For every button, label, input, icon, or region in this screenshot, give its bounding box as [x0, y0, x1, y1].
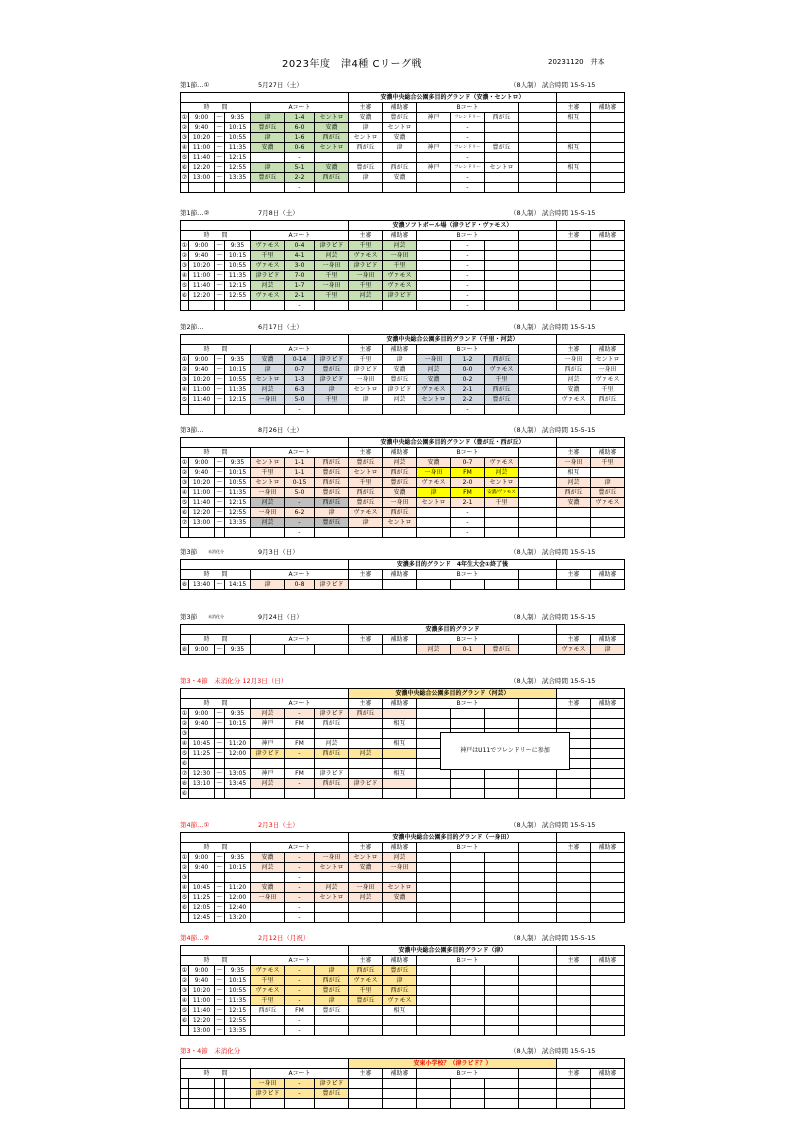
section-header [180, 1046, 614, 1057]
match-row: ⑤ 11:40 ～ 12:15 河芸 1-7 一身田 千里 ヴァモス - [181, 281, 625, 291]
schedule-table: 安濃中央総合公園多目的グランド（津） 時 間 Aコート 主審 補助審 Bコート 主審 補助審 ① 9:00 ～ 9:35 ヴァモス - 津 西が丘 豊が丘 ② 9:40 ～ 10:15 千里 - 西が丘 ヴァモス 津 ③ 10:20 ～ 10:55 ヴァモス - 豊が丘 千里 西が丘 ④ 11:00 ～ 11:35 千里 - 津 豊が丘 ヴァモス ⑤ 11:40 ～ 12:15 西が丘 FM 豊が丘 相互 ⑥ 12:20 ～ 12:55 - 13:00 ～ 13:35 - [180, 945, 625, 1036]
match-row: ⑥ [181, 759, 625, 769]
match-time: 試合時間 15-5-15 [542, 821, 596, 829]
match-row: ② 9:40 ～ 10:15 河芸 - セントロ 安濃 一身田 [181, 863, 625, 873]
player-count: （8人制） [510, 209, 541, 217]
document-date: 20231120 井本 [548, 58, 605, 66]
match-row: 一身田 - 津ラピド [181, 1079, 625, 1089]
col-b-court: Bコート [417, 103, 519, 113]
match-row: ① 9:00 ～ 9:35 河芸 - 津ラピド 西が丘 [181, 709, 625, 719]
match-row: ⑥ 12:20 ～ 12:55 津 5-1 安濃 豊が丘 西が丘 神戸 フレンドリー セントロ 相互 [181, 163, 625, 173]
col-b-court: Bコート [417, 1069, 519, 1079]
venue-name: 安濃多目的グランド [349, 625, 557, 635]
col-time: 時 間 [181, 956, 251, 966]
match-row: - - [181, 301, 625, 311]
match-row: - - [181, 183, 625, 193]
schedule-table: 安濃ソフトボール場（津ラピド・ヴァモス） 時 間 Aコート 主審 補助審 Bコート 主審 補助審 ① 9:00 ～ 9:35 ヴァモス 0-4 津ラピド 千里 河芸 - ② 9:40 ～ 10:15 千里 4-1 河芸 ヴァモス 一身田 - ③ 10:20 ～ 10:55 ヴァモス 3-0 一身田 津ラピド 千里 - ④ 11:00 ～ 11:35 津ラピド 7-0 千里 一身田 ヴァモス - ⑤ 11:40 ～ 12:15 河芸 1-7 一身田 千里 ヴァモス - ⑥ 12:20 ～ 12:55 ヴァモス 2-1 千里 河芸 津ラピド - - - [180, 220, 625, 311]
match-row: ④ 11:00 ～ 11:35 安濃 0-6 セントロ 西が丘 津 神戸 フレンドリー 豊が丘 相互 [181, 143, 625, 153]
section-header [180, 322, 614, 333]
section-sublabel: 未消化分 [208, 614, 224, 619]
match-row: ④ 10:45 ～ 11:20 神戸 FM 河芸 相互 [181, 739, 625, 749]
venue-name: 安濃中央総合公園多目的グランド（豊が丘・西が丘） [349, 438, 557, 448]
match-row: ② 9:40 ～ 10:15 豊が丘 6-0 安濃 津 セントロ - [181, 123, 625, 133]
schedule-table: 安濃中央総合公園多目的グランド（千里・河芸） 時 間 Aコート 主審 補助審 Bコート 主審 補助審 ① 9:00 ～ 9:35 安濃 0-14 津ラピド 千里 津 一身田 1-2 西が丘 一身田 セントロ ② 9:40 ～ 10:15 津 0-7 豊が丘 津ラピド 安濃 河芸 0-0 ヴァモス 西が丘 一身田 ③ 10:20 ～ 10:55 セントロ 1-3 津ラピド 一身田 豊が丘 安濃 0-2 千里 河芸 ヴァモス ④ 11:00 ～ 11:35 河芸 6-3 津 セントロ 津ラピド ヴァモス 2-1 西が丘 安濃 千里 ⑤ 11:40 ～ 12:15 一身田 5-0 千里 津 河芸 セントロ 2-2 豊が丘 ヴァモス 西が丘 - - [180, 334, 625, 415]
col-time: 時 間 [181, 843, 251, 853]
match-row: ② 9:40 ～ 10:15 津 0-7 豊が丘 津ラピド 安濃 河芸 0-0 ヴァモス 西が丘 一身田 [181, 365, 625, 375]
section-date: 2月12日（月祝） [258, 934, 310, 942]
match-time: 試合時間 15-5-15 [542, 81, 596, 89]
match-row: ④ 11:00 ～ 11:35 一身田 5-0 豊が丘 西が丘 安濃 津 FM 安濃/ヴァモス 西が丘 豊が丘 [181, 488, 625, 498]
section-sublabel: 未消化分 [208, 549, 224, 554]
venue-name: 安濃中央総合公園多目的グランド（安濃・セントロ） [349, 93, 557, 103]
col-time: 時 間 [181, 345, 251, 355]
match-row: ② 9:40 ～ 10:15 千里 4-1 河芸 ヴァモス 一身田 - [181, 251, 625, 261]
match-row: ⑤ 11:25 ～ 12:00 津ラピド - 西が丘 河芸 [181, 749, 625, 759]
match-row: ① 9:00 ～ 9:35 ヴァモス - 津 西が丘 豊が丘 [181, 966, 625, 976]
section-label: 第3節 [180, 548, 198, 556]
section-date: 8月26日（土） [258, 426, 303, 434]
match-row: ③ 10:20 ～ 10:55 セントロ 0-15 西が丘 千里 豊が丘 ヴァモス 2-0 セントロ 河芸 津 [181, 478, 625, 488]
match-row: ⑥ [181, 789, 625, 799]
player-count: （8人制） [510, 81, 541, 89]
player-count: （8人制） [510, 677, 541, 685]
player-count: （8人制） [510, 821, 541, 829]
match-row: ⑥ 12:05 ～ 12:40 - [181, 903, 625, 913]
section-label: 第2節… [180, 323, 204, 331]
schedule-table: 安濃多目的グランド 時 間 Aコート 主審 補助審 Bコート 主審 補助審 ⑧ 9:00 ～ 9:35 河芸 0-1 豊が丘 ヴァモス 津 [180, 624, 625, 655]
match-row: ⑦ 13:00 ～ 13:35 豊が丘 2-2 西が丘 津 安濃 - [181, 173, 625, 183]
match-row: - - [181, 528, 625, 538]
match-row: ② 9:40 ～ 10:15 千里 1-1 豊が丘 セントロ 西が丘 一身田 FM 河芸 相互 [181, 468, 625, 478]
col-time: 時 間 [181, 231, 251, 241]
document-title: 2023年度 津4種 Cリーグ戦 [282, 59, 422, 70]
col-a-court: Aコート [251, 103, 349, 113]
match-row: ③ 10:20 ～ 10:55 ヴァモス 3-0 一身田 津ラピド 千里 - [181, 261, 625, 271]
section-date: 6月17日（土） [258, 323, 303, 331]
match-time: 試合時間 15-5-15 [542, 613, 596, 621]
schedule-table: 安東小学校？（津ラピド？） 時 間 Aコート 主審 補助審 Bコート 主審 補助審 一身田 - 津ラピド 津ラピド - 豊が丘 [180, 1058, 625, 1109]
match-row: ④ 11:00 ～ 11:35 津ラピド 7-0 千里 一身田 ヴァモス - [181, 271, 625, 281]
col-b-court: Bコート [417, 635, 519, 645]
section-date: 5月27日（土） [258, 81, 303, 89]
section-header [180, 80, 614, 91]
col-a-court: Aコート [251, 345, 349, 355]
section-header [180, 820, 614, 831]
col-a-court: Aコート [251, 1069, 349, 1079]
match-row: ⑤ 11:40 ～ 12:15 西が丘 FM 豊が丘 相互 [181, 1006, 625, 1016]
match-row: ③ 10:20 ～ 10:55 ヴァモス - 豊が丘 千里 西が丘 [181, 986, 625, 996]
note-box: 神戸はU11でフレンドリーに参加 [440, 732, 570, 770]
match-row: ③ 10:20 ～ 10:55 セントロ 1-3 津ラピド 一身田 豊が丘 安濃 0-2 千里 河芸 ヴァモス [181, 375, 625, 385]
match-row: ⑧ 13:10 ～ 13:45 河芸 - 西が丘 津ラピド [181, 779, 625, 789]
col-time: 時 間 [181, 103, 251, 113]
player-count: （8人制） [510, 613, 541, 621]
section-header [180, 425, 614, 436]
section-label: 第3節… [180, 426, 204, 434]
match-time: 試合時間 15-5-15 [542, 934, 596, 942]
section-date: 2月3日（土） [258, 821, 299, 829]
match-row: ⑧ 13:40 ～ 14:15 津 0-8 津ラピド [181, 580, 625, 590]
match-row: ③ [181, 729, 625, 739]
match-row: ③ 10:20 ～ 10:55 津 1-6 西が丘 セントロ 安濃 - [181, 133, 625, 143]
section-header [180, 547, 614, 558]
section-label: 第3・4節 未消化分 12月3日（日） [180, 677, 288, 685]
col-a-court: Aコート [251, 843, 349, 853]
match-row: ③ - [181, 873, 625, 883]
match-row: ① 9:00 ～ 9:35 安濃 - 一身田 セントロ 河芸 [181, 853, 625, 863]
section-header [180, 612, 614, 623]
player-count: （8人制） [510, 934, 541, 942]
match-time: 試合時間 15-5-15 [542, 209, 596, 217]
match-row: ⑤ 11:40 ～ 12:15 - - [181, 153, 625, 163]
venue-name: 安濃ソフトボール場（津ラピド・ヴァモス） [349, 221, 557, 231]
venue-name: 安東小学校？（津ラピド？） [349, 1059, 557, 1069]
col-b-court: Bコート [417, 843, 519, 853]
section-label: 第3節 [180, 613, 198, 621]
schedule-table: 安濃中央総合公園多目的グランド（豊が丘・西が丘） 時 間 Aコート 主審 補助審 Bコート 主審 補助審 ① 9:00 ～ 9:35 セントロ 1-1 西が丘 豊が丘 河芸 安濃 0-7 ヴァモス 一身田 千里 ② 9:40 ～ 10:15 千里 1-1 豊が丘 セントロ 西が丘 一身田 FM 河芸 相互 ③ 10:20 ～ 10:55 セントロ 0-15 西が丘 千里 豊が丘 ヴァモス 2-0 セントロ 河芸 津 ④ 11:00 ～ 11:35 一身田 5-0 豊が丘 西が丘 安濃 津 FM 安濃/ヴァモス 西が丘 豊が丘 ⑤ 11:40 ～ 12:15 河芸 - 西が丘 豊が丘 一身田 セントロ 2-1 千里 安濃 ヴァモス ⑥ 12:20 ～ 12:55 一身田 6-2 津 ヴァモス 西が丘 - ⑦ 13:00 ～ 13:35 河芸 - 豊が丘 津 セントロ - - - [180, 437, 625, 538]
player-count: （8人制） [510, 323, 541, 331]
schedule-table: 安濃中央総合公園多目的グランド（安濃・セントロ） 時 間 Aコート 主審 補助審 Bコート 主審 補助審 ① 9:00 ～ 9:35 津 1-4 セントロ 安濃 豊が丘 神戸 フレンドリー 西が丘 相互 ② 9:40 ～ 10:15 豊が丘 6-0 安濃 津 セントロ - ③ 10:20 ～ 10:55 津 1-6 西が丘 セントロ 安濃 - ④ 11:00 ～ 11:35 安濃 0-6 セントロ 西が丘 津 神戸 フレンドリー 豊が丘 相互 ⑤ 11:40 ～ 12:15 - - ⑥ 12:20 ～ 12:55 津 5-1 安濃 豊が丘 西が丘 神戸 フレンドリー セントロ 相互 ⑦ 13:00 ～ 13:35 豊が丘 2-2 西が丘 津 安濃 - - - [180, 92, 625, 193]
col-a-court: Aコート [251, 635, 349, 645]
match-time: 試合時間 15-5-15 [542, 677, 596, 685]
player-count: （8人制） [510, 1047, 541, 1055]
match-row: ① 9:00 ～ 9:35 ヴァモス 0-4 津ラピド 千里 河芸 - [181, 241, 625, 251]
col-a-court: Aコート [251, 448, 349, 458]
match-time: 試合時間 15-5-15 [542, 1047, 596, 1055]
match-row: ④ 11:00 ～ 11:35 千里 - 津 豊が丘 ヴァモス [181, 996, 625, 1006]
col-b-court: Bコート [417, 345, 519, 355]
match-row: ① 9:00 ～ 9:35 安濃 0-14 津ラピド 千里 津 一身田 1-2 西が丘 一身田 セントロ [181, 355, 625, 365]
col-time: 時 間 [181, 570, 251, 580]
match-row: - - [181, 405, 625, 415]
match-row: ⑤ 11:25 ～ 12:00 一身田 - セントロ 河芸 安濃 [181, 893, 625, 903]
section-label: 第4節…① [180, 821, 210, 829]
section-header [180, 676, 614, 687]
venue-name: 安濃中央総合公園多目的グランド（千里・河芸） [349, 335, 557, 345]
venue-name: 安濃中央総合公園多目的グランド（津） [349, 946, 557, 956]
player-count: （8人制） [510, 426, 541, 434]
col-b-court: Bコート [417, 231, 519, 241]
section-header [180, 933, 614, 944]
section-label: 第1節…① [180, 81, 210, 89]
match-time: 試合時間 15-5-15 [542, 426, 596, 434]
col-a-court: Aコート [251, 231, 349, 241]
venue-name: 安濃多目的グランド 4年生大会①終了後 [349, 560, 557, 570]
section-header [180, 208, 614, 219]
match-row: ⑤ 11:40 ～ 12:15 一身田 5-0 千里 津 河芸 セントロ 2-2 豊が丘 ヴァモス 西が丘 [181, 395, 625, 405]
schedule-table: 安濃中央総合公園多目的グランド（河芸） 時 間 Aコート 主審 補助審 Bコート 主審 補助審 ① 9:00 ～ 9:35 河芸 - 津ラピド 西が丘 ② 9:40 ～ 10:15 神戸 FM 西が丘 相互 ③ ④ 10:45 ～ 11:20 神戸 FM 河芸 相互 ⑤ 11:25 ～ 12:00 津ラピド - 西が丘 河芸 ⑥ ⑦ 12:30 ～ 13:05 神戸 FM 津ラピド 相互 ⑧ 13:10 ～ 13:45 河芸 - 西が丘 津ラピド ⑥ [180, 688, 625, 799]
match-row: 12:45 ～ 13:20 - [181, 913, 625, 923]
col-time: 時 間 [181, 448, 251, 458]
section-date: 9月3日（日） [258, 548, 299, 556]
match-row: ① 9:00 ～ 9:35 津 1-4 セントロ 安濃 豊が丘 神戸 フレンドリー 西が丘 相互 [181, 113, 625, 123]
col-b-court: Bコート [417, 570, 519, 580]
col-a-court: Aコート [251, 956, 349, 966]
match-row: ⑥ 12:20 ～ 12:55 ヴァモス 2-1 千里 河芸 津ラピド - [181, 291, 625, 301]
match-row: ⑥ 12:20 ～ 12:55 一身田 6-2 津 ヴァモス 西が丘 - [181, 508, 625, 518]
col-b-court: Bコート [417, 448, 519, 458]
match-row: ① 9:00 ～ 9:35 セントロ 1-1 西が丘 豊が丘 河芸 安濃 0-7 ヴァモス 一身田 千里 [181, 458, 625, 468]
match-row [181, 1099, 625, 1109]
section-label: 第4節…② [180, 934, 210, 942]
match-row: 津ラピド - 豊が丘 [181, 1089, 625, 1099]
match-row: 13:00 ～ 13:35 - [181, 1026, 625, 1036]
match-row: ⑦ 13:00 ～ 13:35 河芸 - 豊が丘 津 セントロ - [181, 518, 625, 528]
match-row: ④ 10:45 ～ 11:20 安濃 - 河芸 一身田 セントロ [181, 883, 625, 893]
venue-name: 安濃中央総合公園多目的グランド（河芸） [349, 689, 557, 699]
schedule-table: 安濃多目的グランド 4年生大会①終了後 時 間 Aコート 主審 補助審 Bコート 主審 補助審 ⑧ 13:40 ～ 14:15 津 0-8 津ラピド [180, 559, 625, 590]
match-time: 試合時間 15-5-15 [542, 323, 596, 331]
col-a-court: Aコート [251, 699, 349, 709]
player-count: （8人制） [510, 548, 541, 556]
match-row: ⑧ 9:00 ～ 9:35 河芸 0-1 豊が丘 ヴァモス 津 [181, 645, 625, 655]
col-b-court: Bコート [417, 699, 519, 709]
match-row: ⑤ 11:40 ～ 12:15 河芸 - 西が丘 豊が丘 一身田 セントロ 2-1 千里 安濃 ヴァモス [181, 498, 625, 508]
col-a-court: Aコート [251, 570, 349, 580]
match-time: 試合時間 15-5-15 [542, 548, 596, 556]
match-row: ⑥ 12:20 ～ 12:55 - [181, 1016, 625, 1026]
col-b-court: Bコート [417, 956, 519, 966]
schedule-table: 安濃中央総合公園多目的グランド（一身田） 時 間 Aコート 主審 補助審 Bコート 主審 補助審 ① 9:00 ～ 9:35 安濃 - 一身田 セントロ 河芸 ② 9:40 ～ 10:15 河芸 - セントロ 安濃 一身田 ③ - ④ 10:45 ～ 11:20 安濃 - 河芸 一身田 セントロ ⑤ 11:25 ～ 12:00 一身田 - セントロ 河芸 安濃 ⑥ 12:05 ～ 12:40 - 12:45 ～ 13:20 - [180, 832, 625, 923]
venue-name: 安濃中央総合公園多目的グランド（一身田） [349, 833, 557, 843]
section-label: 第3・4節 未消化分 [180, 1047, 241, 1055]
col-time: 時 間 [181, 635, 251, 645]
col-time: 時 間 [181, 699, 251, 709]
match-row: ④ 11:00 ～ 11:35 河芸 6-3 津 セントロ 津ラピド ヴァモス 2-1 西が丘 安濃 千里 [181, 385, 625, 395]
section-date: 7月8日（土） [258, 209, 299, 217]
match-row: ② 9:40 ～ 10:15 千里 - 西が丘 ヴァモス 津 [181, 976, 625, 986]
col-time: 時 間 [181, 1069, 251, 1079]
match-row: ⑦ 12:30 ～ 13:05 神戸 FM 津ラピド 相互 [181, 769, 625, 779]
section-label: 第1節…② [180, 209, 210, 217]
section-date: 9月24日（日） [258, 613, 303, 621]
match-row: ② 9:40 ～ 10:15 神戸 FM 西が丘 相互 [181, 719, 625, 729]
